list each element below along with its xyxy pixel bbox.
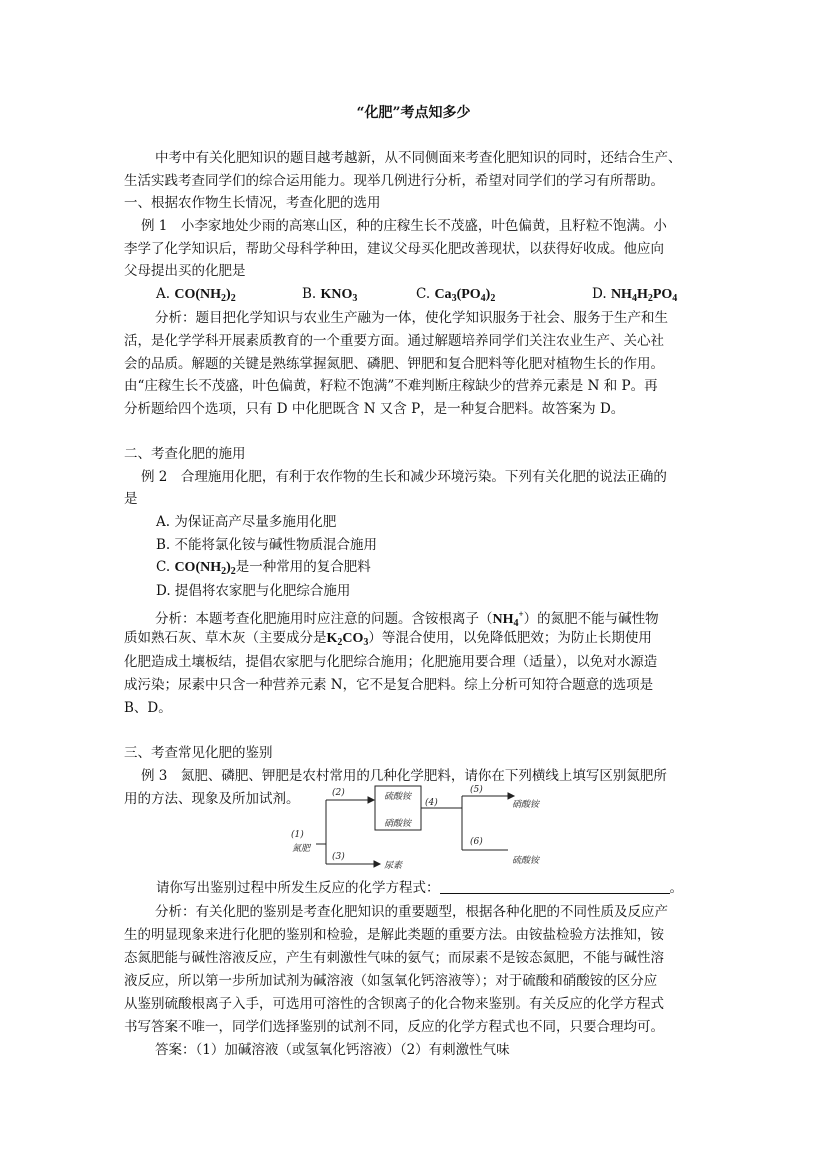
analysis1-line-2: 活，是化学学科开展素质教育的一个重要方面。通过解题培养同学们关注农业生产、关心社 xyxy=(124,333,664,349)
analysis2-line-5: B、D。 xyxy=(124,700,172,716)
example1-option-a: A. $CO(NH_2)_2$ xyxy=(156,286,236,304)
example3-line-1: 例 3 氮肥、磷肥、钾肥是农村常用的几种化学肥料，请你在下列横线上填写区别氮肥所 xyxy=(141,768,667,784)
formula: $NH_4^+$ xyxy=(492,609,524,629)
answer-blank[interactable] xyxy=(440,880,670,894)
diagram-label-4: (4) xyxy=(425,798,438,808)
example1-line-3: 父母提出买的化肥是 xyxy=(124,263,246,279)
example2-line-2: 是 xyxy=(124,491,138,507)
diagram-label-6: (6) xyxy=(470,837,483,847)
analysis1-line-3: 会的品质。解题的关键是熟练掌握氮肥、磷肥、钾肥和复合肥料等化肥对植物生长的作用。 xyxy=(124,356,664,372)
intro-line-1: 中考中有关化肥知识的题目越考越新，从不同侧面来考查化肥知识的同时，还结合生产、 xyxy=(155,150,682,166)
analysis2-line-1: 分析：本题考查化肥施用时应注意的问题。含铵根离子$(NH_4^+)$的氮肥不能与碱性物 xyxy=(155,609,659,629)
answer-line: 答案：（1）加碱溶液（或氢氧化钙溶液）（2）有刺激性气味 xyxy=(155,1042,510,1058)
formula: $CO(NH_2)_2$ xyxy=(174,287,236,304)
diagram-box-top: 硫酸铵 xyxy=(384,792,412,802)
example1-option-c: C. $Ca_3(PO_4)_2$ xyxy=(416,286,496,304)
diagram-out-top: 硝酸铵 xyxy=(512,800,540,810)
formula: $Ca_3(PO_4)_2$ xyxy=(434,287,496,304)
analysis3-line-6: 书写答案不唯一，同学们选择鉴别的试剂不同，反应的化学方程式也不同，只要合理均可。 xyxy=(124,1019,664,1035)
analysis1-line-5: 分析题给四个选项，只有 D 中化肥既含 N 又含 P，是一种复合肥料。故答案为 D。 xyxy=(124,401,625,417)
analysis2-line-2: 质如熟石灰、草木灰（主要成分是$K_2CO_3$）等混合使用，以免降低肥效；为防止长期使用 xyxy=(124,630,652,648)
diagram-out-bottom: 硫酸铵 xyxy=(512,856,540,866)
diagram-label-5: (5) xyxy=(470,785,483,795)
example1-line-1: 例 1 小李家地处少雨的高寒山区，种的庄稼生长不茂盛，叶色偏黄，且籽粒不饱满。小 xyxy=(141,218,667,234)
formula: $KNO_3$ xyxy=(320,287,358,304)
analysis3-line-5: 从鉴别硫酸根离子入手，可选用可溶性的含钡离子的化合物来鉴别。有关反应的化学方程式 xyxy=(124,996,664,1012)
analysis3-line-2: 生的明显现象来进行化肥的鉴别和检验，是解此类题的重要方法。由铵盐检验方法推知，铵 xyxy=(124,927,664,943)
example3-line-2: 用的方法、现象及所加试剂。 xyxy=(124,791,300,807)
section2-heading: 二、考查化肥的施用 xyxy=(124,446,246,462)
example1-option-b: B. $KNO_3$ xyxy=(302,286,358,304)
diagram-label-3: (3) xyxy=(332,852,345,862)
analysis3-line-3: 态氮肥能与碱性溶液反应，产生有刺激性气味的氨气；而尿素不是铵态氮肥，不能与碱性溶 xyxy=(124,950,664,966)
example2-option-b: B. 不能将氯化铵与碱性物质混合施用 xyxy=(156,537,378,553)
example2-option-c: C. $CO(NH_2)_2$是一种常用的复合肥料 xyxy=(156,559,371,577)
diagram-label-1: (1) xyxy=(291,830,304,840)
analysis1-line-1: 分析：题目把化学知识与农业生产融为一体，使化学知识服务于社会、服务于生产和生 xyxy=(155,310,668,326)
example1-line-2: 李学了化学知识后，帮助父母科学种田，建议父母买化肥改善现状，以获得好收成。他应向 xyxy=(124,241,664,257)
analysis3-line-4: 液反应，所以第一步所加试剂为碱溶液（如氢氧化钙溶液等）；对于硫酸和硝酸铵的区分应 xyxy=(124,973,658,989)
section1-heading: 一、根据农作物生长情况，考查化肥的选用 xyxy=(124,195,381,211)
analysis2-line-4: 成污染；尿素中只含一种营养元素 N，它不是复合肥料。综上分析可知符合题意的选项是 xyxy=(124,677,654,693)
diagram-label-2: (2) xyxy=(332,788,345,798)
example1-option-d: D. $NH_4H_2PO_4$ xyxy=(592,286,678,304)
formula: $K_2CO_3$ xyxy=(326,631,369,648)
identification-flowchart xyxy=(286,778,551,872)
document-title: “化肥”考点知多少 xyxy=(356,105,471,121)
diagram-box-bottom: 硝酸铵 xyxy=(384,819,412,829)
example2-line-1: 例 2 合理施用化肥，有利于农作物的生长和减少环境污染。下列有关化肥的说法正确的 xyxy=(141,469,667,485)
diagram-start-label: 氮肥 xyxy=(292,844,311,854)
analysis1-line-4: 由“庄稼生长不茂盛，叶色偏黄，籽粒不饱满”不难判断庄稼缺少的营养元素是 N 和 P。再 xyxy=(124,378,658,394)
diagram-urea: 尿素 xyxy=(384,861,403,871)
equation-prompt: 请你写出鉴别过程中所发生反应的化学方程式： 。 xyxy=(156,880,683,896)
analysis3-line-1: 分析：有关化肥的鉴别是考查化肥知识的重要题型，根据各种化肥的不同性质及反应产 xyxy=(155,904,668,920)
formula: $NH_4H_2PO_4$ xyxy=(610,287,678,304)
analysis2-line-3: 化肥造成土壤板结，提倡农家肥与化肥综合施用；化肥施用要合理（适量），以免对水源造 xyxy=(124,654,658,670)
example2-option-d: D. 提倡将农家肥与化肥综合施用 xyxy=(156,583,351,599)
formula: $CO(NH_2)_2$ xyxy=(174,560,236,577)
example2-option-a: A. 为保证高产尽量多施用化肥 xyxy=(156,514,337,530)
intro-line-2: 生活实践考查同学们的综合运用能力。现举几例进行分析，希望对同学们的学习有所帮助。 xyxy=(124,173,664,189)
section3-heading: 三、考查常见化肥的鉴别 xyxy=(124,745,273,761)
